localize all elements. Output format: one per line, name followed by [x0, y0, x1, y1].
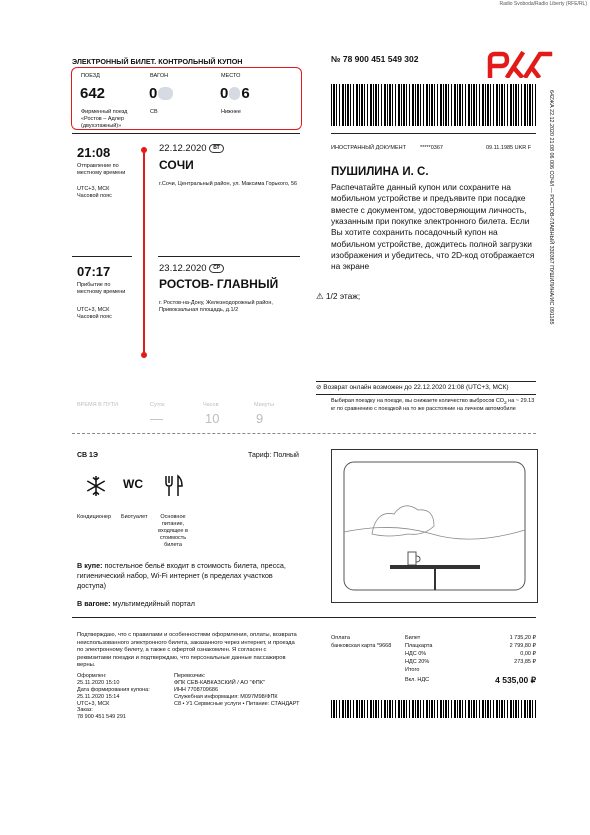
- route-end-dot: [141, 352, 147, 358]
- route-line: [143, 149, 145, 354]
- passenger-name: ПУШИЛИНА И. С.: [331, 166, 429, 178]
- order-number: № 78 900 451 549 302: [331, 54, 419, 64]
- wc-icon: WC: [123, 477, 143, 491]
- car-number: 0: [149, 85, 173, 102]
- arrival-timezone: UTC+3, МСК Часовой пояс: [77, 307, 112, 320]
- icon-label-meal: Основное питание, входящее в стоимость билета: [158, 514, 188, 548]
- icon-label-ac: Кондиционер: [77, 514, 112, 520]
- divider: [158, 256, 300, 257]
- seat-number: 0 6: [220, 85, 250, 102]
- confirmation-text: Подтверждаю, что с правилами и особенностями оформления, оплаты, возврата неиспользованного электронного билета, заказанного через интернет, и проезда по электронному билету, а также с офертой ознакомлен. Я согласен с реквизитами поездки и подтверждаю, что персональные данные пассажиров верны.: [77, 632, 297, 669]
- travel-days-label: Суток: [150, 402, 165, 408]
- price-row: НДС 20% 273,85 ₽: [405, 659, 536, 665]
- issue-info: Оформлен: 25.11.2020 15:10 Дата формирования купона: 25.11.2020 15:14 UTC+3, МСК Заказ: 78 900 451 549 291: [77, 673, 150, 721]
- document-type: ИНОСТРАННЫЙ ДОКУМЕНТ: [331, 145, 406, 151]
- arrival-note: Прибытие по местному времени: [77, 282, 126, 295]
- compartment-services: В купе: постельное бельё входит в стоимость билета, пресса, гигиенический набор, Wi-Fi интернет (в пределах участков доступа): [77, 561, 286, 590]
- side-ticket-code: 642ЖА 22.12.2020 21:08 06 006 СОЧИ — РОСТОВ-ГЛАВНЫЙ 330367 ПУШИЛИНА/ИС 091185: [548, 90, 554, 325]
- document-number: *****0367: [420, 145, 443, 151]
- departure-address: г.Сочи, Центральный район, ул. Максима Горького, 56: [159, 181, 298, 187]
- arrival-date: 23.12.2020 СР: [159, 263, 224, 274]
- travel-hours-value: 10: [205, 411, 220, 426]
- total-label: Итого: [405, 667, 420, 673]
- icon-label-toilet: Биотуалет: [121, 514, 148, 520]
- barcode-bottom: [331, 700, 536, 718]
- eco-note: Выбирая поездку на поезде, вы снижаете количество выбросов $CO_2$ на ~ 29.13 кг по сравнению с поездкой на то же расстояние на личном автомобиле: [331, 398, 535, 412]
- arrival-time: 07:17: [77, 264, 111, 279]
- departure-timezone: UTC+3, МСК Часовой пояс: [77, 186, 112, 199]
- snowflake-icon: [84, 474, 108, 498]
- seat-label: МЕСТО: [221, 73, 241, 79]
- clock-icon: ⊘: [316, 384, 322, 391]
- carrier-info: Перевозчик: ФПК СЕВ-КАВКАЗСКИЙ / АО "ФПК" ИНН 7708709686 Служебная информация: М097М98/ФПК С8 • У1 Сервисные услуги • Питание: СТАНДАРТ: [174, 673, 300, 707]
- seat-type: Нижнее: [221, 109, 241, 115]
- total-row: Вкл. НДС 4 535,00 ₽: [405, 675, 536, 685]
- arrival-station: РОСТОВ- ГЛАВНЫЙ: [159, 277, 279, 291]
- floor-note: ⚠ 1/2 этаж;: [316, 291, 361, 301]
- meal-icon: [162, 474, 184, 498]
- price-row: НДС 0% 0,00 ₽: [405, 651, 536, 657]
- train-number: 642: [80, 85, 106, 102]
- birth-info: 09.11.1985 UKR F: [486, 145, 532, 151]
- car-services: В вагоне: мультимедийный портал: [77, 599, 195, 608]
- travel-days-value: —: [150, 411, 163, 426]
- train-window-illustration: [331, 449, 538, 603]
- refund-note: ⊘ Возврат онлайн возможен до 22.12.2020 21:08 (UTC+3, МСК): [316, 384, 509, 391]
- departure-note: Отправление по местному времени: [77, 163, 126, 176]
- car-class: СВ: [150, 109, 158, 115]
- rzd-logo: [484, 50, 556, 78]
- price-row: Билет 1 735,20 ₽: [405, 635, 536, 641]
- divider: [331, 133, 536, 134]
- divider: [72, 617, 536, 618]
- payment-label: Оплата: [331, 635, 350, 641]
- payment-method: банковская карта *9668: [331, 643, 392, 649]
- divider: [316, 394, 536, 395]
- travel-time-label: ВРЕМЯ В ПУТИ: [77, 402, 119, 408]
- warning-icon: ⚠: [316, 291, 324, 301]
- travel-minutes-label: Минуты: [254, 402, 274, 408]
- divider: [316, 381, 536, 382]
- train-description: Фирменный поезд «Ростов – Адлер (двухэтажный)»: [81, 109, 128, 129]
- boarding-instructions: Распечатайте данный купон или сохраните на мобильном устройстве и предъявите при посадке вместе с документом, удостоверяющим личность, указанным при покупке электронного билета. Если Вы хотите сохранить посадочный купон на мобильном устройстве, дождитесь полной загрузки изображения и убедитесь, что 2D-код отображается на экране: [331, 182, 535, 272]
- blurred-region: [229, 87, 240, 100]
- weekday-badge: СР: [209, 264, 224, 273]
- divider: [72, 133, 300, 134]
- departure-station: СОЧИ: [159, 158, 194, 172]
- departure-date: 22.12.2020 ВТ: [159, 143, 224, 154]
- train-info-box: [71, 67, 302, 130]
- blurred-region: [158, 87, 173, 100]
- ticket-title: ЭЛЕКТРОННЫЙ БИЛЕТ. КОНТРОЛЬНЫЙ КУПОН: [72, 57, 243, 66]
- cut-line: [72, 433, 536, 434]
- watermark: Radio Svoboda/Radio Liberty (RFE/RL): [499, 1, 587, 7]
- divider: [72, 256, 132, 257]
- departure-time: 21:08: [77, 145, 111, 160]
- car-label: ВАГОН: [150, 73, 169, 79]
- route-start-dot: [141, 147, 147, 153]
- weekday-badge: ВТ: [209, 144, 223, 153]
- car-service-class: СВ 1Э: [77, 452, 98, 459]
- travel-minutes-value: 9: [256, 411, 264, 426]
- arrival-address: г. Ростов-на-Дону, Железнодорожный район, Привокзальная площадь, д.1/2: [159, 300, 273, 313]
- price-breakdown: [405, 635, 536, 686]
- travel-hours-label: Часов: [203, 402, 219, 408]
- train-label: ПОЕЗД: [81, 73, 100, 79]
- total-amount: 4 535,00 ₽: [495, 675, 536, 685]
- tariff: Тариф: Полный: [248, 452, 299, 459]
- price-row: Плацкарта 2 799,80 ₽: [405, 643, 536, 649]
- barcode: [331, 84, 536, 126]
